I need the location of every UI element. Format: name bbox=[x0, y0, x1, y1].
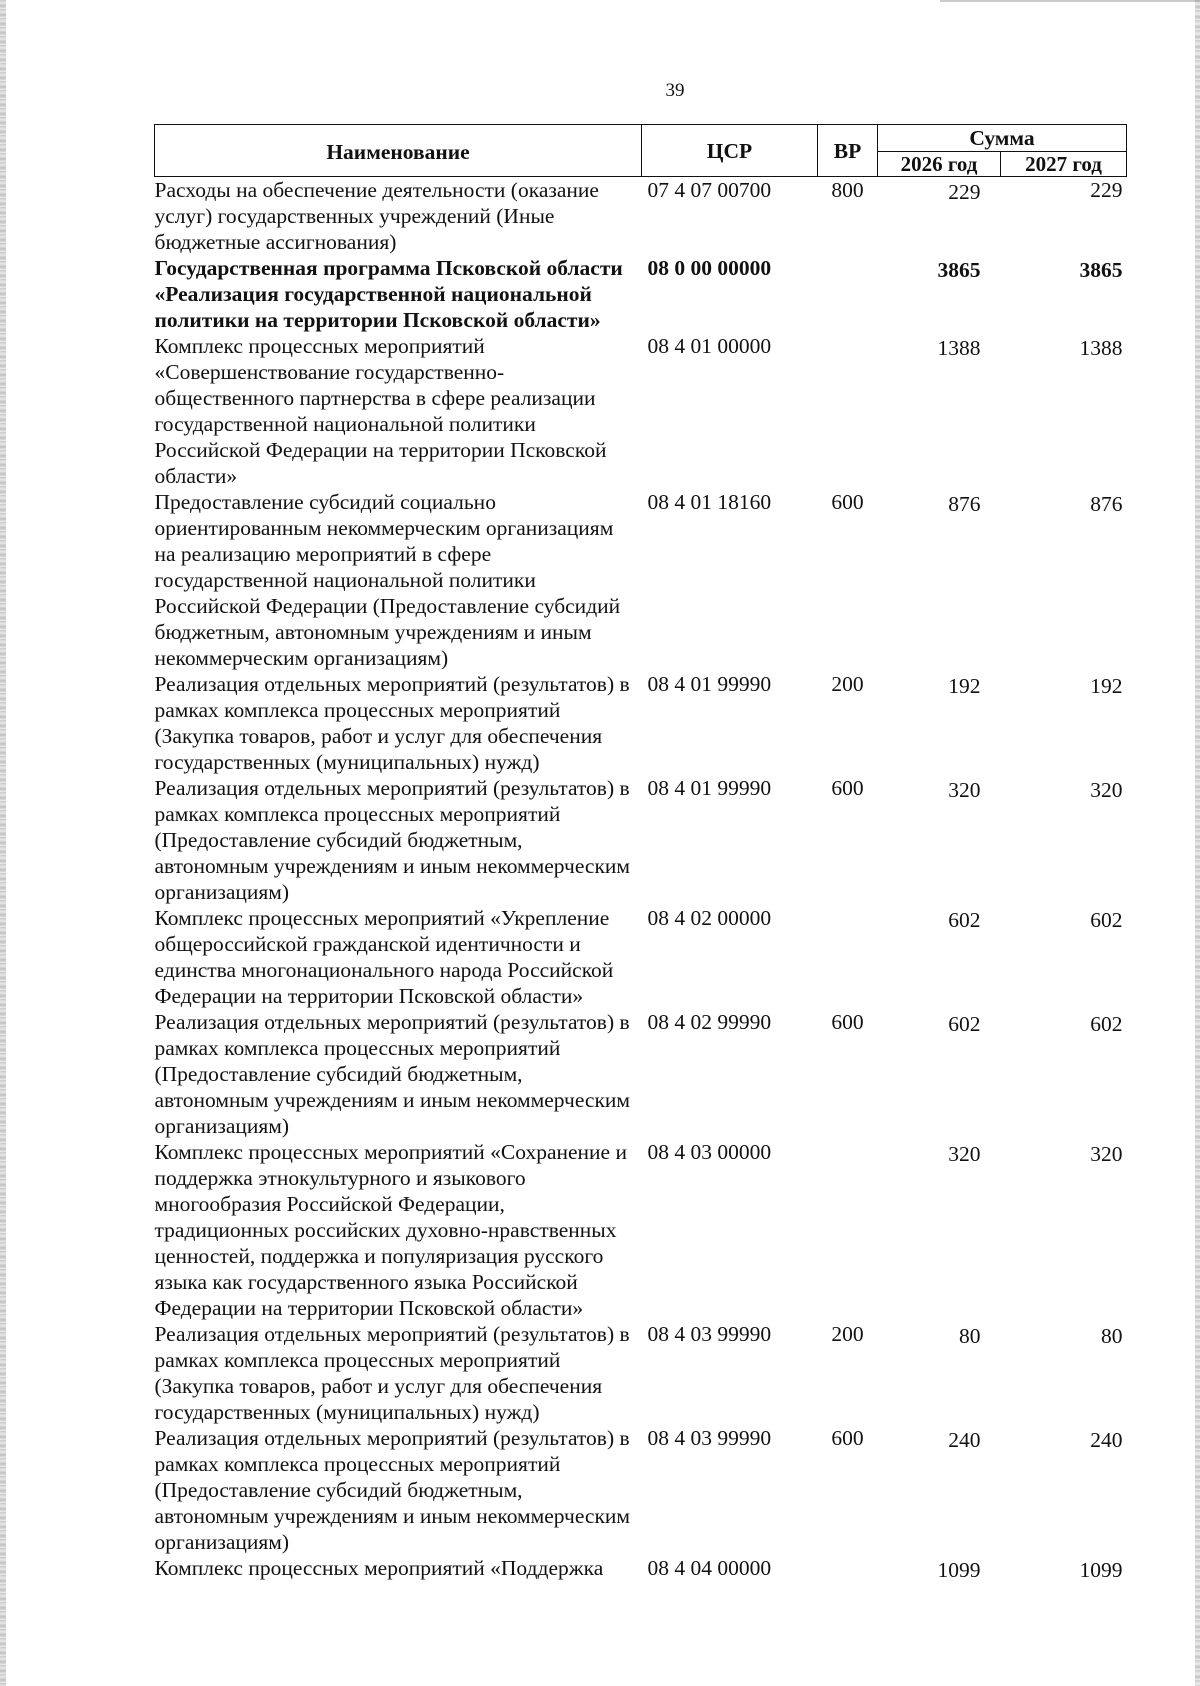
row-vr-cell: 600 bbox=[831, 1426, 864, 1450]
row-name-cell: Комплекс процессных мероприятий «Сохранение и поддержка этнокультурного и языкового многообразия Российской Федерации, традиционных российских духовно-нравственных ценностей, поддержка и популяризация русского языка как государственного языка Российской Федерации на территории Псковской области» bbox=[154, 1140, 627, 1320]
table-row bbox=[155, 177, 1127, 256]
table-row bbox=[155, 905, 1127, 1009]
row-csr-cell: 08 4 03 99990 bbox=[647, 1322, 772, 1346]
row-amount-2026-cell: 602 bbox=[948, 908, 981, 932]
row-csr-cell: 08 4 01 99990 bbox=[647, 776, 772, 800]
header-year-2026: 2026 год bbox=[878, 152, 1001, 177]
table-header bbox=[155, 125, 1127, 177]
row-amount-2027-cell: 1099 bbox=[1079, 1558, 1123, 1582]
row-name-cell: Государственная программа Псковской области «Реализация государственной национальной политики на территории Псковской области» bbox=[154, 256, 623, 332]
row-amount-2026-cell: 3865 bbox=[937, 258, 981, 282]
row-amount-2026-cell: 80 bbox=[959, 1324, 981, 1348]
row-name-cell: Комплекс процессных мероприятий «Укрепление общероссийской гражданской идентичности и единства многонационального народа Российской Федерации на территории Псковской области» bbox=[154, 906, 614, 1008]
row-amount-2026-cell: 876 bbox=[948, 492, 981, 516]
row-amount-2027-cell: 320 bbox=[1090, 1142, 1123, 1166]
row-csr-cell: 08 4 03 00000 bbox=[647, 1140, 772, 1164]
row-amount-2026-cell: 229 bbox=[948, 180, 981, 204]
row-amount-2027-cell: 1388 bbox=[1079, 336, 1123, 360]
row-amount-2027-cell: 229 bbox=[1090, 178, 1123, 202]
row-vr-cell: 600 bbox=[831, 1010, 864, 1034]
row-csr-cell: 08 4 04 00000 bbox=[647, 1556, 772, 1580]
header-year-2027: 2027 год bbox=[1001, 152, 1127, 177]
row-vr-cell bbox=[818, 1555, 878, 1583]
row-csr-cell: 08 4 01 18160 bbox=[647, 490, 772, 514]
row-name-cell: Реализация отдельных мероприятий (результатов) в рамках комплекса процессных мероприятий (Закупка товаров, работ и услуг для обеспечения государственных (муниципальных) нужд) bbox=[154, 1322, 630, 1424]
table-row bbox=[155, 489, 1127, 671]
row-amount-2027-cell: 80 bbox=[1101, 1324, 1123, 1348]
table-row bbox=[155, 1555, 1127, 1583]
scan-edge-left bbox=[0, 0, 6, 1686]
row-vr-cell: 600 bbox=[831, 776, 864, 800]
table-row bbox=[155, 671, 1127, 775]
table-row bbox=[155, 333, 1127, 489]
row-csr-cell: 08 4 03 99990 bbox=[647, 1426, 772, 1450]
row-csr-cell: 08 4 01 00000 bbox=[647, 334, 772, 358]
row-name-cell: Предоставление субсидий социально ориентированным некоммерческим организациям на реализацию мероприятий в сфере государственной национальной политики Российской Федерации (Предоставление субсидий бюджетным, автономным учреждениям и иным некоммерческим организациям) bbox=[154, 490, 621, 670]
scan-top-line bbox=[940, 0, 1200, 2]
table-row bbox=[155, 1139, 1127, 1321]
row-amount-2026-cell: 240 bbox=[948, 1428, 981, 1452]
row-vr-cell: 200 bbox=[831, 672, 864, 696]
row-vr-cell: 800 bbox=[831, 178, 864, 202]
row-csr-cell: 08 4 01 99990 bbox=[647, 672, 772, 696]
header-sum: Сумма bbox=[878, 125, 1127, 152]
table-row bbox=[155, 1009, 1127, 1139]
row-vr-cell bbox=[818, 255, 878, 333]
page-number: 39 bbox=[665, 80, 685, 101]
row-amount-2027-cell: 602 bbox=[1090, 1012, 1123, 1036]
row-amount-2027-cell: 320 bbox=[1090, 778, 1123, 802]
row-amount-2026-cell: 192 bbox=[948, 674, 981, 698]
budget-table bbox=[154, 124, 1127, 1583]
row-vr-cell bbox=[818, 333, 878, 489]
table-row bbox=[155, 1321, 1127, 1425]
row-amount-2026-cell: 1099 bbox=[937, 1558, 981, 1582]
row-amount-2026-cell: 1388 bbox=[937, 336, 981, 360]
row-name-cell: Комплекс процессных мероприятий «Совершенствование государственно-общественного партнерства в сфере реализации государственной национальной политики Российской Федерации на территории Псковской области» bbox=[154, 334, 607, 488]
table-row bbox=[155, 1425, 1127, 1555]
row-amount-2027-cell: 240 bbox=[1090, 1428, 1123, 1452]
row-amount-2027-cell: 876 bbox=[1090, 492, 1123, 516]
row-amount-2027-cell: 602 bbox=[1090, 908, 1123, 932]
header-vr: ВР bbox=[818, 125, 878, 177]
row-amount-2026-cell: 320 bbox=[948, 1142, 981, 1166]
row-name-cell: Реализация отдельных мероприятий (результатов) в рамках комплекса процессных мероприятий (Предоставление субсидий бюджетным, автономным учреждениям и иным некоммерческим организациям) bbox=[154, 1010, 630, 1138]
header-csr: ЦСР bbox=[642, 125, 818, 177]
row-vr-cell: 200 bbox=[831, 1322, 864, 1346]
row-csr-cell: 08 0 00 00000 bbox=[647, 256, 772, 280]
scan-edge-right bbox=[1195, 0, 1200, 1686]
row-vr-cell bbox=[818, 905, 878, 1009]
row-name-cell: Реализация отдельных мероприятий (результатов) в рамках комплекса процессных мероприятий (Предоставление субсидий бюджетным, автономным учреждениям и иным некоммерческим организациям) bbox=[154, 1426, 630, 1554]
row-name-cell: Реализация отдельных мероприятий (результатов) в рамках комплекса процессных мероприятий (Предоставление субсидий бюджетным, автономным учреждениям и иным некоммерческим организациям) bbox=[154, 776, 630, 904]
header-name: Наименование bbox=[155, 125, 642, 177]
row-amount-2027-cell: 3865 bbox=[1079, 258, 1123, 282]
row-vr-cell bbox=[818, 1139, 878, 1321]
row-amount-2026-cell: 602 bbox=[948, 1012, 981, 1036]
row-name-cell: Расходы на обеспечение деятельности (оказание услуг) государственных учреждений (Иные бюджетные ассигнования) bbox=[154, 178, 599, 254]
row-csr-cell: 07 4 07 00700 bbox=[647, 178, 772, 202]
row-name-cell: Реализация отдельных мероприятий (результатов) в рамках комплекса процессных мероприятий (Закупка товаров, работ и услуг для обеспечения государственных (муниципальных) нужд) bbox=[154, 672, 630, 774]
row-amount-2026-cell: 320 bbox=[948, 778, 981, 802]
row-vr-cell: 600 bbox=[831, 490, 864, 514]
table-row bbox=[155, 255, 1127, 333]
row-csr-cell: 08 4 02 00000 bbox=[647, 906, 772, 930]
row-name-cell: Комплекс процессных мероприятий «Поддержка bbox=[154, 1556, 604, 1580]
row-amount-2027-cell: 192 bbox=[1090, 674, 1123, 698]
table-row bbox=[155, 775, 1127, 905]
table-body bbox=[155, 177, 1127, 1584]
row-csr-cell: 08 4 02 99990 bbox=[647, 1010, 772, 1034]
